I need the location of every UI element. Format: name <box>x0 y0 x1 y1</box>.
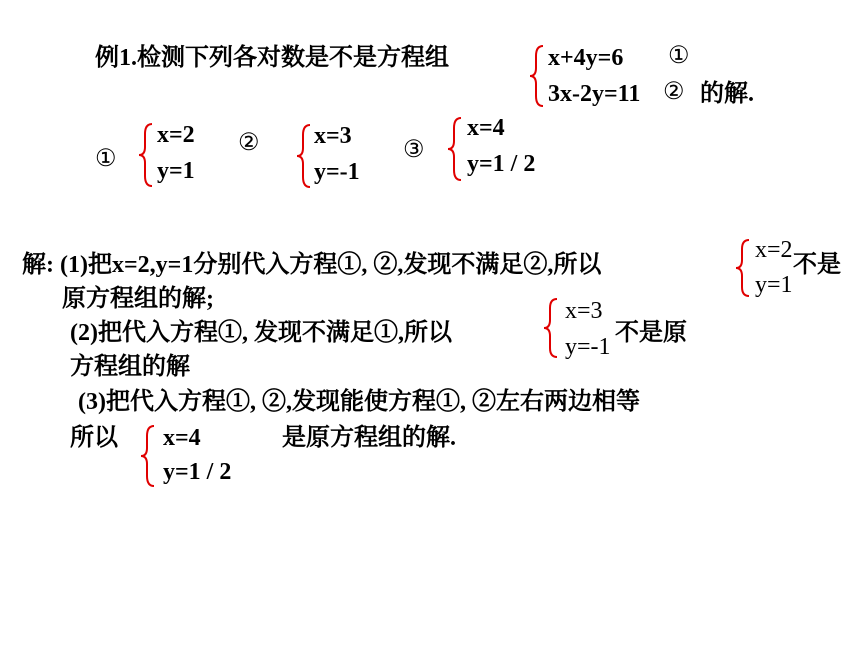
solution-3-prefix: 所以 <box>70 425 118 451</box>
solution-1-y: y=1 <box>755 272 793 298</box>
solution-2-line-1: (2)把代入方程①, 发现不满足①,所以 <box>70 320 452 346</box>
solution-1-line-2: 原方程组的解; <box>62 286 214 312</box>
option-2-y: y=-1 <box>314 159 360 185</box>
option-3-y: y=1 / 2 <box>467 151 536 177</box>
option-1-x: x=2 <box>157 122 195 148</box>
solution-2-brace <box>541 297 561 359</box>
option-2-brace <box>294 123 314 189</box>
solution-3-x: x=4 <box>163 425 201 451</box>
solution-2-after: 不是原 <box>615 320 687 346</box>
option-1-mark: ① <box>95 146 117 172</box>
solution-1-x: x=2 <box>755 237 793 263</box>
system-brace <box>527 44 547 108</box>
problem-intro: 例1.检测下列各对数是不是方程组 <box>95 45 449 71</box>
option-1-y: y=1 <box>157 158 195 184</box>
option-2-x: x=3 <box>314 123 352 149</box>
solution-3-brace <box>138 424 158 488</box>
solution-1-line-1: 解: (1)把x=2,y=1分别代入方程①, ②,发现不满足②,所以 <box>22 252 602 278</box>
equation-2: 3x-2y=11 <box>548 81 641 107</box>
equation-1: x+4y=6 <box>548 45 624 71</box>
solution-3-line-1: (3)把代入方程①, ②,发现能使方程①, ②左右两边相等 <box>78 389 640 415</box>
option-3-brace <box>445 116 465 182</box>
equation-2-mark: ② <box>663 79 685 105</box>
solution-2-x: x=3 <box>565 298 603 324</box>
equation-1-mark: ① <box>668 43 690 69</box>
option-1-brace <box>136 122 156 188</box>
option-3-x: x=4 <box>467 115 505 141</box>
solution-2-line-2: 方程组的解 <box>70 354 190 380</box>
solution-3-y: y=1 / 2 <box>163 459 232 485</box>
solution-3-after: 是原方程组的解. <box>282 425 456 451</box>
solution-1-brace <box>733 238 753 298</box>
option-2-mark: ② <box>238 130 260 156</box>
solution-1-after: 不是 <box>793 252 841 278</box>
option-3-mark: ③ <box>403 137 425 163</box>
solution-2-y: y=-1 <box>565 334 611 360</box>
problem-tail: 的解. <box>700 81 754 107</box>
